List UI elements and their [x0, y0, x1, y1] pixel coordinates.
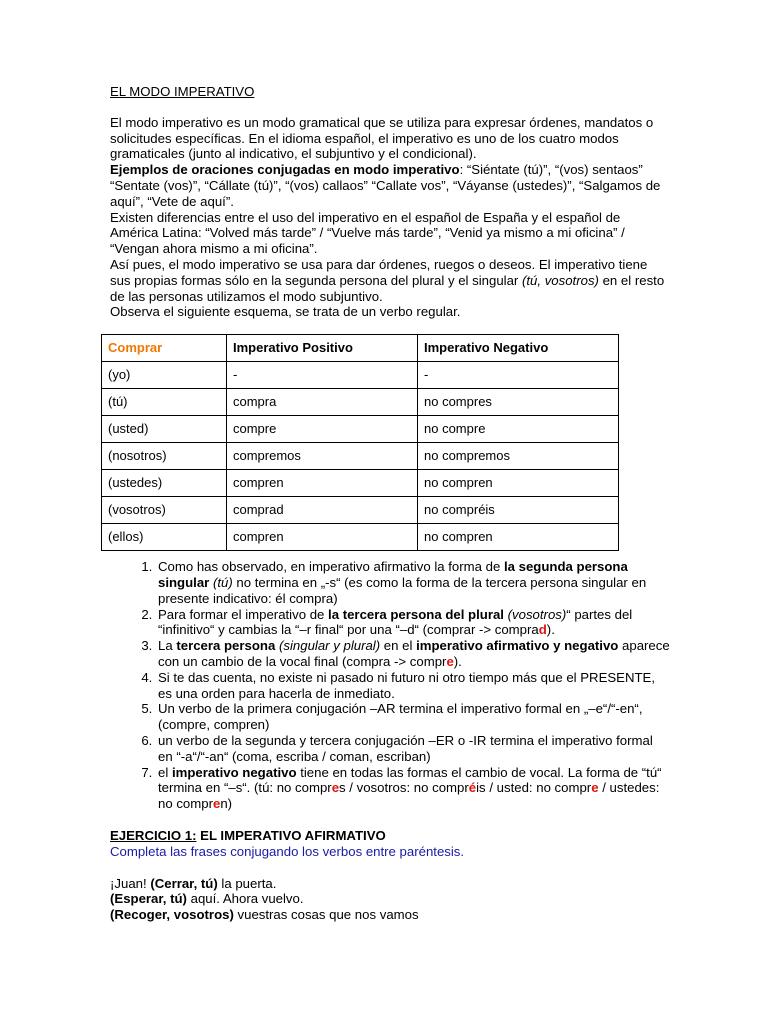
- observe-paragraph: Observa el siguiente esquema, se trata de un verbo regular.: [110, 304, 461, 320]
- rule-text: aparece con un cambio de la vocal final (compra -> compr: [158, 638, 670, 669]
- exercise-text: la puerta.: [217, 875, 277, 891]
- page-title: EL MODO IMPERATIVO: [110, 84, 255, 99]
- table-row: [102, 443, 619, 470]
- table-cell: no compréis: [418, 497, 619, 524]
- list-item: [156, 765, 670, 812]
- rule-text: el: [158, 764, 172, 780]
- table-row: [102, 416, 619, 443]
- table-cell: compren: [227, 524, 418, 551]
- exercise-line: [110, 907, 670, 923]
- table-cell: no compremos: [418, 443, 619, 470]
- rule-bold: tercera persona: [176, 638, 276, 654]
- list-item: 6. un verbo de la segunda y tercera conjugación –ER o -IR termina el imperativo formal en “-a“/“-an“ (coma, escriba / coman, escriban): [156, 733, 670, 765]
- table-header-row: [102, 335, 619, 362]
- table-cell: -: [227, 362, 418, 389]
- rule-text: n): [220, 796, 233, 812]
- exercise-title: EL IMPERATIVO AFIRMATIVO: [196, 827, 386, 843]
- rule-text: ).: [546, 622, 555, 638]
- rule-text: La: [158, 638, 177, 654]
- rule-text: tiene en todas las formas el cambio de vocal. La forma de “tú“ termina en “–s“. (tú: no compr: [158, 764, 662, 796]
- rule-bold: imperativo negativo: [171, 764, 297, 780]
- table-row: [102, 362, 619, 389]
- rule-bold: la segunda persona singular: [158, 559, 628, 590]
- rules-list: [110, 559, 670, 812]
- table-row: [102, 524, 619, 551]
- rule-highlight: e: [212, 796, 221, 812]
- rule-bold: la tercera persona del plural: [328, 606, 504, 622]
- rule-text: is / usted: no compr: [476, 780, 592, 796]
- rule-text: “ partes del “infinitivo“ y cambias la “–r final“ por una “–d“ (comprar -> compra: [158, 606, 633, 638]
- table-cell: compremos: [227, 443, 418, 470]
- exercise-label: EJERCICIO 1:: [110, 827, 197, 843]
- exercise-verb: (Recoger, vosotros): [110, 907, 234, 923]
- table-cell: (ellos): [102, 524, 227, 551]
- usage-text-italic: (tú, vosotros): [521, 272, 599, 288]
- usage-text-a: Así pues, el modo imperativo se usa para dar órdenes, ruegos o deseos. El imperativo tiene sus propias formas sólo en la segunda persona del plural y el singular: [110, 256, 648, 288]
- exercise-verb: (Esperar, tú): [110, 891, 187, 907]
- table-header-verb: Comprar: [102, 335, 227, 362]
- table-cell: comprad: [227, 497, 418, 524]
- list-item: [156, 559, 670, 606]
- usage-paragraph: [110, 257, 670, 304]
- rule-highlight: é: [468, 780, 477, 796]
- table-cell: compre: [227, 416, 418, 443]
- rule-highlight: e: [591, 780, 599, 796]
- table-cell: (vosotros): [102, 497, 227, 524]
- table-cell: no compren: [418, 470, 619, 497]
- usage-text-b: en el resto de las personas utilizamos el modo subjuntivo.: [110, 272, 665, 304]
- exercise-heading: [110, 828, 670, 844]
- table-cell: compra: [227, 389, 418, 416]
- rule-highlight: d: [538, 622, 547, 638]
- exercise-lines: [110, 876, 670, 923]
- exercise-text: aquí. Ahora vuelvo.: [186, 891, 304, 907]
- rule-text: s / vosotros: no compr: [339, 780, 469, 796]
- rule-italic: (singular y plural): [278, 638, 381, 654]
- table-cell: (tú): [102, 389, 227, 416]
- examples-label: Ejemplos de oraciones conjugadas en modo imperativo: [110, 162, 460, 178]
- document-page: [110, 84, 670, 923]
- list-item: 4. Si te das cuenta, no existe ni pasado ni futuro ni otro tiempo más que el PRESENTE, es una orden para hacerla de inmediato.: [156, 670, 670, 702]
- table-cell: no compres: [418, 389, 619, 416]
- table-row: [102, 389, 619, 416]
- rule-highlight: e: [331, 780, 340, 796]
- table-header-negative: Imperativo Negativo: [418, 335, 619, 362]
- rule-text: en el: [380, 638, 417, 654]
- table-cell: compren: [227, 470, 418, 497]
- rule-text: Como has observado, en imperativo afirmativo la forma de: [158, 559, 504, 575]
- rule-bold: imperativo afirmativo y negativo: [416, 638, 619, 654]
- examples-paragraph: [110, 162, 670, 209]
- rule-text: / ustedes: no compr: [158, 780, 660, 812]
- rule-highlight: e: [446, 653, 454, 669]
- table-cell: -: [418, 362, 619, 389]
- exercise-text: ¡Juan!: [110, 875, 151, 891]
- rule-text: Para formar el imperativo de: [158, 606, 329, 622]
- conjugation-table: [101, 334, 619, 551]
- exercise-line: [110, 876, 670, 892]
- table-row: [102, 497, 619, 524]
- exercise-text: vuestras cosas que nos vamos: [233, 907, 419, 923]
- table-cell: no compren: [418, 524, 619, 551]
- exercise-line: [110, 891, 670, 907]
- rule-text: no termina en „-s“ (es como la forma de la tercera persona singular en presente indicativo: él compra): [158, 574, 647, 606]
- list-item: [156, 638, 670, 670]
- table-header-positive: Imperativo Positivo: [227, 335, 418, 362]
- table-row: [102, 470, 619, 497]
- table-cell: no compre: [418, 416, 619, 443]
- rule-text: ).: [453, 653, 462, 669]
- rule-italic: (vosotros): [507, 606, 567, 622]
- list-item: [156, 607, 670, 639]
- list-item: 5. Un verbo de la primera conjugación –AR termina el imperativo formal en „–e“/“-en“, (compre, compren): [156, 701, 670, 733]
- table-cell: (yo): [102, 362, 227, 389]
- table-cell: (usted): [102, 416, 227, 443]
- exercise-verb: (Cerrar, tú): [150, 875, 218, 891]
- intro-paragraph: El modo imperativo es un modo gramatical que se utiliza para expresar órdenes, mandatos o solicitudes específicas. En el idioma español, el imperativo es uno de los cuatro modos gramaticales (junto al indicativo, el subjuntivo y el condicional).: [110, 114, 654, 162]
- rule-italic: (tú): [212, 574, 233, 590]
- table-cell: (ustedes): [102, 470, 227, 497]
- exercise-instruction: Completa las frases conjugando los verbos entre paréntesis.: [110, 843, 465, 859]
- table-cell: (nosotros): [102, 443, 227, 470]
- differences-paragraph: Existen diferencias entre el uso del imperativo en el español de España y el español de América Latina: “Volved más tarde” / “Vuelve más tarde”, “Venid ya mismo a mi oficina” / “Vengan ahora mismo a mi oficina”.: [110, 209, 625, 257]
- examples-text: : “Siéntate (tú)”, “(vos) sentaos” “Sentate (vos)”, “Cállate (tú)”, “(vos) callaos” “Callate vos”, “Váyanse (ustedes)”, “Salgamos de aquí”, “Vete de aquí”.: [110, 162, 661, 209]
